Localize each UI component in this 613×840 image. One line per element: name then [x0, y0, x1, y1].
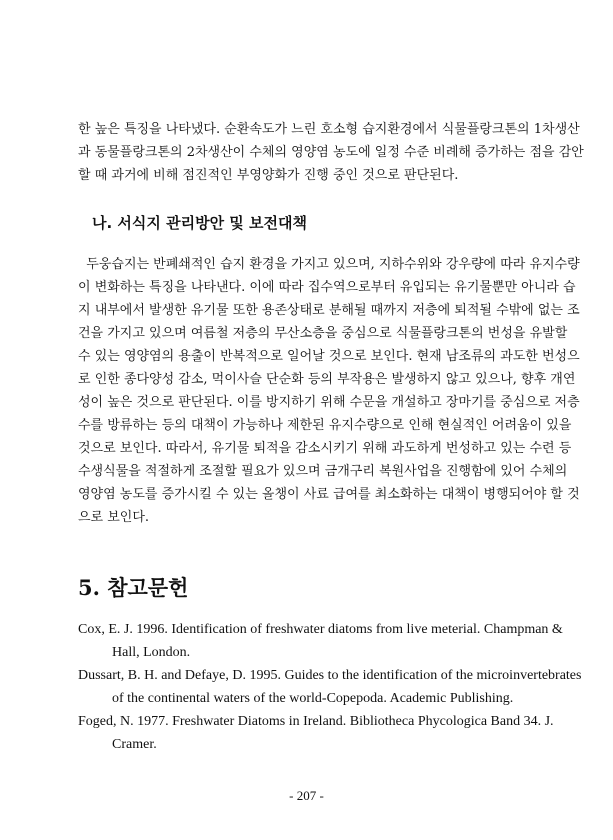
reference-item: Dussart, B. H. and Defaye, D. 1995. Guides to the identification of the microinvertebrates: [78, 668, 582, 683]
references-heading: 5. 참고문헌: [78, 575, 189, 600]
text-line: 두웅습지는 반폐쇄적인 습지 환경을 가지고 있으며, 지하수위와 강우량에 따라 유지수량: [78, 257, 580, 272]
text-line: 건을 가지고 있으며 여름철 저층의 무산소층을 중심으로 식물플랑크톤의 번성을 유발할: [78, 326, 568, 341]
page-number: - 207 -: [289, 788, 324, 803]
reference-item: Foged, N. 1977. Freshwater Diatoms in Ireland. Bibliotheca Phycologica Band 34. J.: [78, 714, 554, 729]
text-line: 성이 높은 것으로 판단된다. 이를 방지하기 위해 수문을 개설하고 장마기를 중심으로 저층: [78, 395, 580, 410]
section-heading: 나. 서식지 관리방안 및 보전대책: [92, 214, 307, 232]
text-line: 수생식물을 적절하게 조절할 필요가 있으며 금개구리 복원사업을 진행함에 있어 수체의: [78, 464, 568, 479]
text-line: 으로 보인다.: [78, 510, 150, 525]
reference-continuation: Cramer.: [112, 737, 157, 752]
text-line: 이 변화하는 특징을 나타낸다. 이에 따라 집수역으로부터 유입되는 유기물뿐만 아니라 습: [78, 280, 576, 295]
text-line: 수 있는 영양염의 용출이 반복적으로 일어날 것으로 보인다. 현재 남조류의 과도한 번성으: [78, 349, 580, 364]
text-line: 지 내부에서 발생한 유기물 또한 용존상태로 분해될 때까지 저층에 퇴적될 수밖에 없는 조: [78, 303, 580, 318]
text-line: 것으로 보인다. 따라서, 유기물 퇴적을 감소시키기 위해 과도하게 번성하고 있는 수련 등: [78, 441, 572, 456]
reference-item: Cox, E. J. 1996. Identification of freshwater diatoms from live meterial. Champman &: [78, 622, 563, 637]
text-line: 로 인한 종다양성 감소, 먹이사슬 단순화 등의 부작용은 발생하지 않고 있으나, 향후 개연: [78, 372, 576, 387]
text-line: 할 때 과거에 비해 점진적인 부영양화가 진행 중인 것으로 판단된다.: [78, 168, 459, 183]
reference-continuation: Hall, London.: [112, 645, 191, 660]
text-line: 영양염 농도를 증가시킬 수 있는 올챙이 사료 급여를 최소화하는 대책이 병행되어야 할 것: [78, 487, 580, 502]
text-line: 과 동물플랑크톤의 2차생산이 수체의 영양염 농도에 일정 수준 비례해 증가하는 점을 감안: [78, 145, 584, 160]
text-line: 수를 방류하는 등의 대책이 가능하나 제한된 유지수량으로 인해 현실적인 어려움이 있을: [78, 418, 572, 433]
text-line: 한 높은 특징을 나타냈다. 순환속도가 느린 호소형 습지환경에서 식물플랑크톤의 1차생산: [78, 122, 580, 137]
reference-continuation: of the continental waters of the world-Copepoda. Academic Publishing.: [112, 691, 514, 706]
